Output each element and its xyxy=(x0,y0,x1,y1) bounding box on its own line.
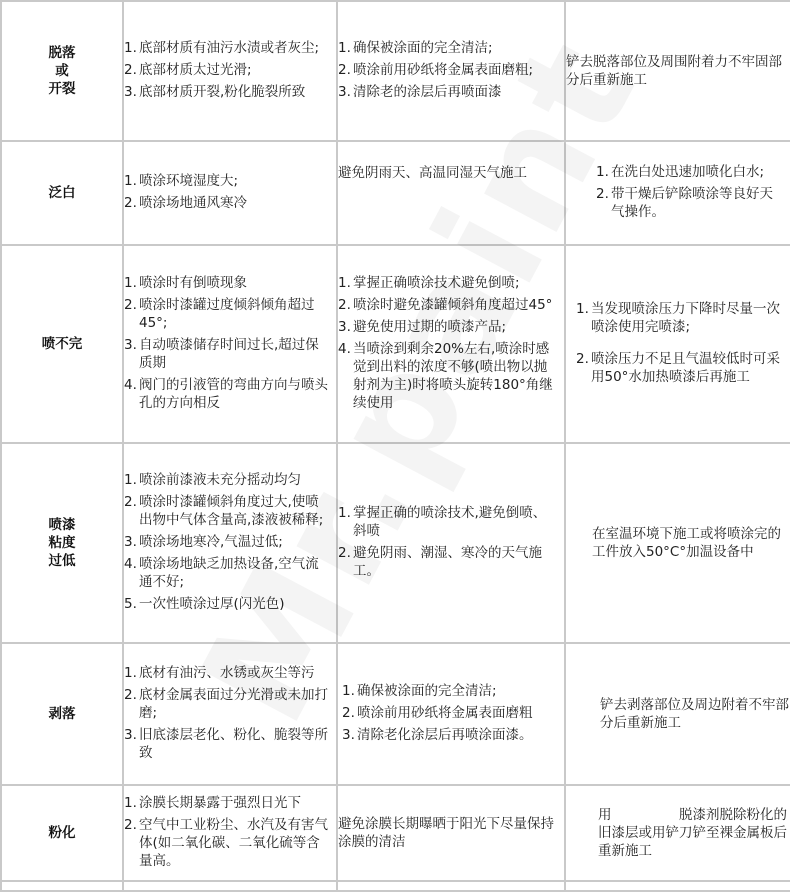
remedy-cell xyxy=(565,785,790,881)
list-item: 2. 底材金属表面过分光滑或未加打磨; xyxy=(124,687,328,721)
row-title xyxy=(1,443,123,643)
list-item: 1. 确保被涂面的完全清洁; xyxy=(342,683,497,699)
empty-cell xyxy=(337,881,565,891)
list-item: 1. 掌握正确喷涂技术避免倒喷; xyxy=(338,275,520,291)
title-line: 脱落 xyxy=(48,45,76,61)
list-item: 3. 避免使用过期的喷漆产品; xyxy=(338,319,507,335)
title-line: 剥落 xyxy=(48,706,76,722)
list-item: 2. 避免阴雨、潮湿、寒冷的天气施工。 xyxy=(338,545,542,579)
list-item: 1. 在洗白处迅速加喷化白水; xyxy=(596,164,765,180)
table-row xyxy=(1,643,790,785)
remedy-cell xyxy=(565,1,790,141)
list-item: 3. 清除老的涂层后再喷面漆 xyxy=(338,84,502,100)
causes-cell xyxy=(123,643,337,785)
causes-cell xyxy=(123,443,337,643)
remedy-text: 铲去剥落部位及周边附着不牢部分后重新施工 xyxy=(600,697,789,731)
list-item: 3. 清除老化涂层后再喷涂面漆。 xyxy=(342,727,533,743)
list-item: 2. 喷涂前用砂纸将金属表面磨粗; xyxy=(338,62,534,78)
list-item: 1. 确保被涂面的完全清洁; xyxy=(338,40,493,56)
table-row xyxy=(1,785,790,881)
list-item: 2. 喷涂压力不足且气温较低时可采用50°水加热喷漆后再施工 xyxy=(576,351,780,385)
list-item: 2. 喷涂时漆罐倾斜角度过大,使喷出物中气体含量高,漆液被稀释; xyxy=(124,494,324,528)
title-line: 或 xyxy=(55,63,69,79)
title-line: 喷不完 xyxy=(41,336,83,352)
list-item: 3. 底部材质开裂,粉化脆裂所致 xyxy=(124,84,306,100)
list-item: 1. 掌握正确的喷涂技术,避免倒喷、斜喷 xyxy=(338,505,547,539)
list-item: 2. 喷涂时漆罐过度倾斜倾角超过45°; xyxy=(124,297,315,331)
list-item: 2. 空气中工业粉尘、水汽及有害气体(如二氧化碳、二氧化硫等含量高。 xyxy=(124,817,328,869)
list-item: 1. 涂膜长期暴露于强烈日光下 xyxy=(124,795,301,811)
prevention-text: 避免涂膜长期曝晒于阳光下尽量保持涂膜的清洁 xyxy=(338,816,554,850)
prevention-text: 避免阴雨天、高温同湿天气施工 xyxy=(338,165,527,181)
remedy-cell xyxy=(565,643,790,785)
title-line: 开裂 xyxy=(48,81,76,97)
list-item: 3. 旧底漆层老化、粉化、脆裂等所致 xyxy=(124,727,328,761)
row-title xyxy=(1,785,123,881)
causes-cell xyxy=(123,785,337,881)
list-item: 5. 一次性喷涂过厚(闪光色) xyxy=(124,596,285,612)
empty-cell xyxy=(565,881,790,891)
list-item: 4. 当喷涂到剩余20%左右,喷涂时感觉到出料的浓度不够(喷出物以抛射剂为主)时将喷头旋转180°角继续使用 xyxy=(338,341,553,411)
prevention-cell xyxy=(337,1,565,141)
remedy-text: 在室温环境下施工或将喷涂完的工件放入50°C°加温设备中 xyxy=(592,526,781,560)
list-item: 1. 当发现喷涂压力下降时尽量一次喷涂使用完喷漆; xyxy=(576,301,780,335)
row-title xyxy=(1,643,123,785)
row-title xyxy=(1,141,123,245)
remedy-cell xyxy=(565,245,790,443)
list-item: 4. 阀门的引液管的弯曲方向与喷头孔的方向相反 xyxy=(124,377,328,411)
table-row xyxy=(1,1,790,141)
title-line: 粉化 xyxy=(48,825,76,841)
remedy-cell xyxy=(565,443,790,643)
title-line: 粘度 xyxy=(48,535,76,551)
remedy-text: 铲去脱落部位及周围附着力不牢固部分后重新施工 xyxy=(566,54,782,88)
row-title xyxy=(1,245,123,443)
remedy-cell xyxy=(565,141,790,245)
list-item: 2. 喷涂时避免漆罐倾斜角度超过45° xyxy=(338,297,553,313)
list-item: 2. 底部材质太过光滑; xyxy=(124,62,252,78)
causes-cell xyxy=(123,1,337,141)
list-item: 2. 喷涂场地通风寒冷 xyxy=(124,195,247,211)
table-row xyxy=(1,443,790,643)
table-row xyxy=(1,881,790,891)
list-item: 2. 喷涂前用砂纸将金属表面磨粗 xyxy=(342,705,533,721)
list-item: 2. 带干燥后铲除喷涂等良好天气操作。 xyxy=(596,186,773,220)
list-item: 1. 底材有油污、水锈或灰尘等污 xyxy=(124,665,315,681)
list-item: 3. 自动喷漆储存时间过长,超过保质期 xyxy=(124,337,319,371)
prevention-cell xyxy=(337,443,565,643)
empty-cell xyxy=(123,881,337,891)
title-line: 喷漆 xyxy=(48,517,76,533)
remedy-text: 用 脱漆剂脱除粉化的旧漆层或用铲刀铲至裸金属板后重新施工 xyxy=(598,807,787,859)
row-title xyxy=(1,1,123,141)
table-row xyxy=(1,141,790,245)
causes-cell xyxy=(123,141,337,245)
list-item: 1. 喷涂环境湿度大; xyxy=(124,173,239,189)
prevention-cell xyxy=(337,245,565,443)
causes-cell xyxy=(123,245,337,443)
list-item: 1. 底部材质有油污水渍或者灰尘; xyxy=(124,40,320,56)
list-item: 1. 喷涂时有倒喷现象 xyxy=(124,275,247,291)
list-item: 4. 喷涂场地缺乏加热设备,空气流通不好; xyxy=(124,556,319,590)
prevention-cell xyxy=(337,141,565,245)
title-line: 过低 xyxy=(48,553,76,569)
list-item: 1. 喷涂前漆液未充分摇动均匀 xyxy=(124,472,301,488)
list-item: 3. 喷涂场地寒冷,气温过低; xyxy=(124,534,283,550)
empty-cell xyxy=(1,881,123,891)
title-line: 泛白 xyxy=(48,185,76,201)
prevention-cell xyxy=(337,643,565,785)
table-row xyxy=(1,245,790,443)
prevention-cell xyxy=(337,785,565,881)
